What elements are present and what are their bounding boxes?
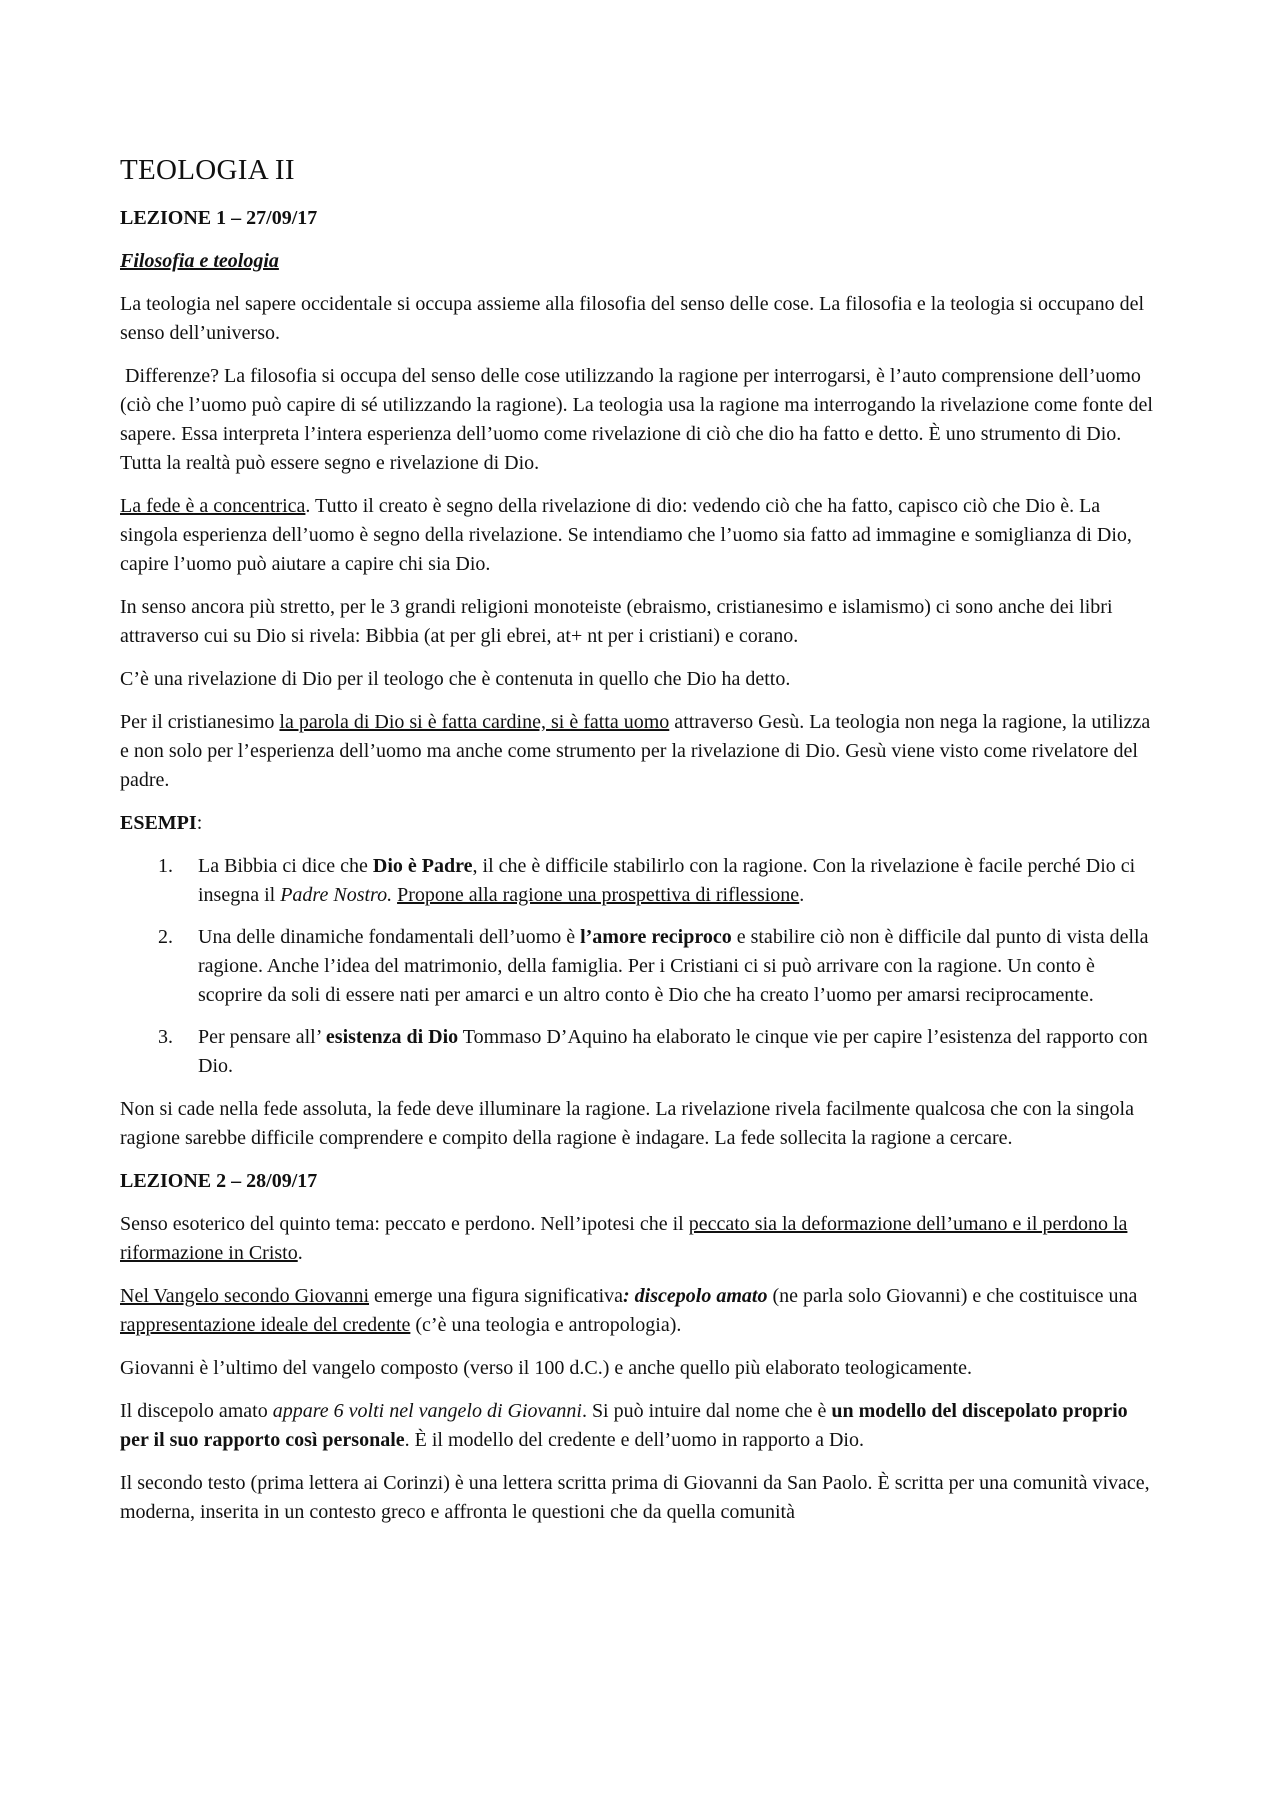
lesson-2-heading: LEZIONE 2 – 28/09/17 [120,1170,318,1192]
paragraph: La teologia nel sapere occidentale si occupa assieme alla filosofia del senso delle cose. La filosofia e la teologia si occupano del senso dell’universo. [120,293,1145,344]
paragraph-text: (c’è una teologia e antropologia). [410,1314,682,1336]
list-number: 2. [158,926,173,948]
list-number: 1. [158,855,173,877]
section-subheading: Filosofia e teologia [120,250,279,272]
underlined-text: rappresentazione ideale del credente [120,1314,411,1336]
examples-label [120,809,1160,838]
paragraph [120,492,1160,579]
examples-label-text: ESEMPI [120,812,197,834]
paragraph-text: Il discepolo amato [120,1400,273,1422]
paragraph [120,1397,1160,1455]
paragraph-text: . È il modello del credente e dell’uomo in rapporto a Dio. [404,1429,864,1451]
paragraph: Il secondo testo (prima lettera ai Corinzi) è una lettera scritta prima di Giovanni da San Paolo. È scritta per una comunità vivace, moderna, inserita in un contesto greco e affronta le questioni che da quella comunità [120,1472,1150,1523]
paragraph [120,708,1160,795]
paragraph [120,1210,1160,1268]
underlined-text: La fede è a concentrica [120,495,306,517]
paragraph-text: Senso esoterico del quinto tema: peccato e perdono. Nell’ipotesi che il [120,1213,689,1235]
examples-list [120,852,1160,1081]
underlined-text: la parola di Dio si è fatta cardine, si è fatta uomo [279,711,670,733]
bold-text: Dio è Padre [372,855,473,877]
paragraph: Giovanni è l’ultimo del vangelo composto (verso il 100 d.C.) e anche quello più elaborato teologicamente. [120,1357,972,1379]
bold-text: un modello del discepolato proprio per il suo rapporto così personale [120,1400,1128,1451]
list-text: Per pensare all’ [198,1026,326,1048]
paragraph: Non si cade nella fede assoluta, la fede deve illuminare la ragione. La rivelazione rivela facilmente qualcosa che con la singola ragione sarebbe difficile comprendere e compito della ragione è indagare. La fede sollecita la ragione a cercare. [120,1098,1134,1149]
paragraph-text: (ne parla solo Giovanni) e che costituisce una [767,1285,1138,1307]
bold-text: l’amore reciproco [580,926,732,948]
list-text: e stabilire ciò non è difficile dal punto di vista della ragione. Anche l’idea del matrimonio, della famiglia. Per i Cristiani ci si può arrivare con la ragione. Un conto è scoprire da soli di essere nati per amarci e un altro conto è Dio che ha creato l’uomo per amarsi reciprocamente. [198,926,1149,1006]
paragraph: C’è una rivelazione di Dio per il teologo che è contenuta in quello che Dio ha detto. [120,668,791,690]
document-title: TEOLOGIA II [120,154,295,186]
list-item [120,923,1160,1010]
paragraph-text: attraverso Gesù. La teologia non nega la ragione, la utilizza e non solo per l’esperienza dell’uomo ma anche come strumento per la rivelazione di Dio. Gesù viene visto come rivelatore del padre. [120,711,1151,791]
list-text: . [799,884,805,906]
list-item [120,852,1160,910]
list-text: , il che è difficile stabilirlo con la ragione. Con la rivelazione è facile perché Dio ci insegna il [198,855,1136,906]
paragraph-text: Per il cristianesimo [120,711,280,733]
underlined-text: Propone alla ragione una prospettiva di riflessione [397,884,800,906]
list-number: 3. [158,1026,173,1048]
underlined-text: Nel Vangelo secondo Giovanni [120,1285,370,1307]
underlined-text: peccato sia la deformazione dell’umano e il perdono la riformazione in Cristo [120,1213,1128,1264]
paragraph: In senso ancora più stretto, per le 3 grandi religioni monoteiste (ebraismo, cristianesimo e islamismo) ci sono anche dei libri attraverso cui su Dio si rivela: Bibbia (at per gli ebrei, at+ nt per i cristiani) e corano. [120,596,1113,647]
lesson-1-heading: LEZIONE 1 – 27/09/17 [120,207,318,229]
paragraph [120,1282,1160,1340]
list-item [120,1023,1160,1081]
paragraph-text: . Si può intuire dal nome che è [581,1400,832,1422]
bold-text: esistenza di Dio [325,1026,459,1048]
list-text: Una delle dinamiche fondamentali dell’uomo è [198,926,581,948]
italic-text: appare 6 volti nel vangelo di Giovanni [272,1400,582,1422]
paragraph-text: . Tutto il creato è segno della rivelazione di dio: vedendo ciò che ha fatto, capisco ciò che Dio è. La singola esperienza dell’uomo è segno della rivelazione. Se intendiamo che l’uomo sia fatto ad immagine e somiglianza di Dio, capire l’uomo può aiutare a capire chi sia Dio. [120,495,1132,575]
bold-italic-text: : discepolo amato [623,1285,768,1307]
list-text: La Bibbia ci dice che [198,855,373,877]
italic-text: Padre Nostro. [280,884,393,906]
examples-colon: : [196,812,203,834]
paragraph-text: emerge una figura significativa [369,1285,624,1307]
paragraph-text: . [297,1242,303,1264]
list-text: Tommaso D’Aquino ha elaborato le cinque vie per capire l’esistenza del rapporto con Dio. [198,1026,1148,1077]
paragraph: Differenze? La filosofia si occupa del senso delle cose utilizzando la ragione per interrogarsi, è l’auto comprensione dell’uomo (ciò che l’uomo può capire di sé utilizzando la ragione). La teologia usa la ragione ma interrogando la rivelazione come fonte del sapere. Essa interpreta l’intera esperienza dell’uomo come rivelazione di ciò che dio ha fatto e detto. È uno strumento di Dio. Tutta la realtà può essere segno e rivelazione di Dio. [120,365,1158,474]
